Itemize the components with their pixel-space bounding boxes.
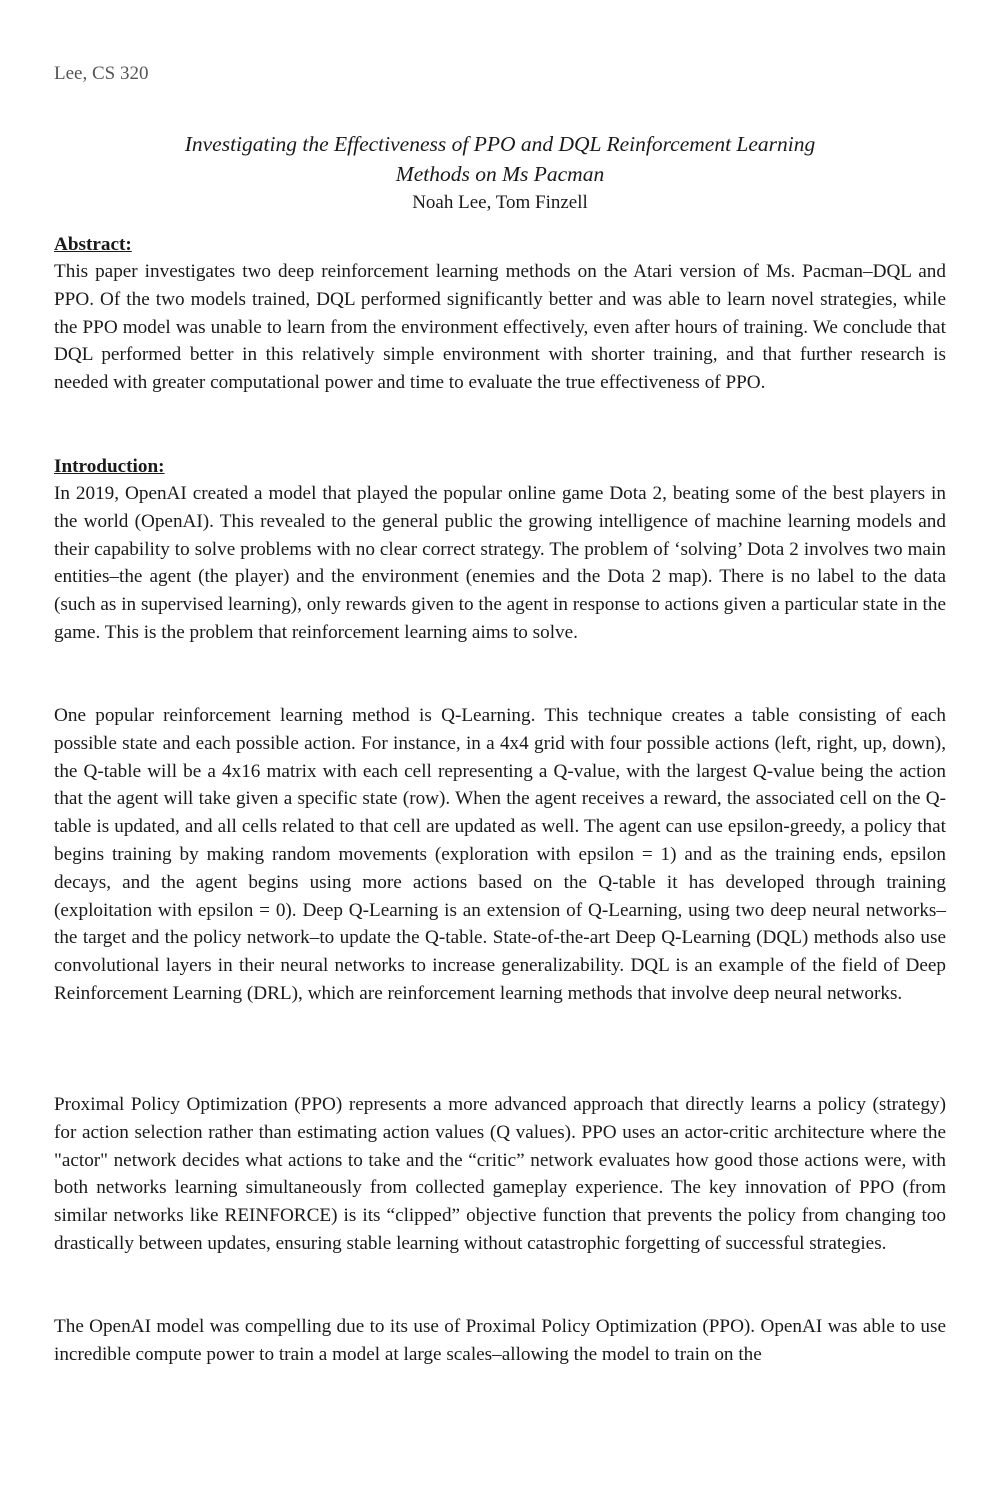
paper-title-line-1: Investigating the Effectiveness of PPO and DQL Reinforcement Learning	[184, 132, 816, 156]
introduction-paragraph-2: One popular reinforcement learning method is Q-Learning. This technique creates a table consisting of each possible state and each possible action. For instance, in a 4x4 grid with four possible actions (left, right, up, down), the Q-table will be a 4x16 matrix with each cell representing a Q-value, with the largest Q-value being the action that the agent will take given a specific state (row). When the agent receives a reward, the associated cell on the Q-table is updated, and all cells related to that cell are updated as well. The agent can use epsilon-greedy, a policy that begins training by making random movements (exploration with epsilon = 1) and as the training ends, epsilon decays, and the agent begins using more actions based on the Q-table it has developed through training (exploitation with epsilon = 0). Deep Q-Learning is an extension of Q-Learning, using two deep neural networks–the target and the policy network–to update the Q-table. State-of-the-art Deep Q-Learning (DQL) methods also use convolutional layers in their neural networks to increase generalizability. DQL is an example of the field of Deep Reinforcement Learning (DRL), which are reinforcement learning methods that involve deep neural networks.	[54, 705, 946, 1004]
paper-title-line-2: Methods on Ms Pacman	[395, 162, 605, 186]
introduction-heading: Introduction:	[54, 456, 165, 477]
introduction-paragraph-1: In 2019, OpenAI created a model that played the popular online game Dota 2, beating some of the best players in the world (OpenAI). This revealed to the general public the growing intelligence of machine learning models and their capability to solve problems with no clear correct strategy. The problem of ‘solving’ Dota 2 involves two main entities–the agent (the player) and the environment (enemies and the Dota 2 map). There is no label to the data (such as in supervised learning), only rewards given to the agent in response to actions given a particular state in the game. This is the problem that reinforcement learning aims to solve.	[54, 483, 946, 643]
paper-title	[150, 129, 850, 189]
abstract-heading: Abstract:	[54, 234, 132, 255]
running-header: Lee, CS 320	[54, 63, 149, 84]
title-block	[54, 129, 946, 217]
introduction-paragraph-4: The OpenAI model was compelling due to its use of Proximal Policy Optimization (PPO). OpenAI was able to use incredible compute power to train a model at large scales–allowing the model to train on the	[54, 1316, 946, 1365]
introduction-paragraph-3: Proximal Policy Optimization (PPO) represents a more advanced approach that directly learns a policy (strategy) for action selection rather than estimating action values (Q values). PPO uses an actor-critic architecture where the "actor" network decides what actions to take and the “critic” network evaluates how good those actions were, with both networks learning simultaneously from collected gameplay experience. The key innovation of PPO (from similar networks like REINFORCE) is its “clipped” objective function that prevents the policy from changing too drastically between updates, ensuring stable learning without catastrophic forgetting of successful strategies.	[54, 1094, 946, 1254]
abstract-paragraph: This paper investigates two deep reinforcement learning methods on the Atari version of Ms. Pacman–DQL and PPO. Of the two models trained, DQL performed significantly better and was able to learn novel strategies, while the PPO model was unable to learn from the environment effectively, even after hours of training. We conclude that DQL performed better in this relatively simple environment with shorter training, and that further research is needed with greater computational power and time to evaluate the true effectiveness of PPO.	[54, 261, 946, 394]
paper-authors: Noah Lee, Tom Finzell	[412, 192, 588, 213]
